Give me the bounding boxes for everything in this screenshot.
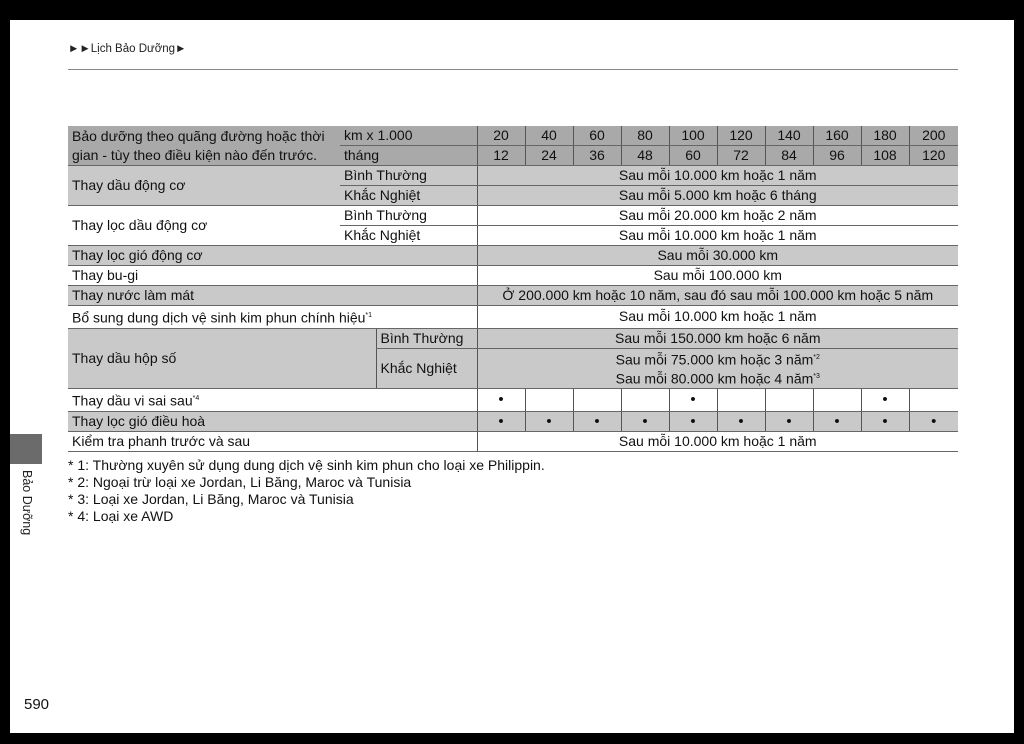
- footnote-ref: *3: [813, 373, 820, 381]
- condition-normal: Bình Thường: [340, 206, 477, 226]
- schedule-dot: [813, 388, 861, 411]
- footnote-ref: *4: [192, 394, 200, 402]
- schedule-dot: •: [477, 411, 525, 431]
- section-tab[interactable]: [10, 434, 42, 464]
- month-cell: 36: [573, 146, 621, 166]
- schedule-dot: [909, 388, 958, 411]
- footnote-ref: *2: [813, 353, 820, 361]
- table-row: [68, 306, 958, 329]
- section-tab-label: Bảo Dưỡng: [20, 470, 34, 536]
- schedule-dot: •: [621, 411, 669, 431]
- interval-value: Sau mỗi 10.000 km hoặc 1 năm: [477, 166, 958, 186]
- km-cell: 20: [477, 126, 525, 146]
- km-cell: 160: [813, 126, 861, 146]
- km-label: km x 1.000: [340, 126, 477, 146]
- month-cell: 84: [765, 146, 813, 166]
- footnotes: [68, 457, 545, 525]
- interval-description-line1: Bảo dưỡng theo quãng đường hoặc thời: [72, 127, 325, 144]
- row-label-transmission: Thay dầu hộp số: [68, 328, 376, 388]
- row-label-brakes: Kiểm tra phanh trước và sau: [68, 431, 477, 451]
- schedule-dot: [621, 388, 669, 411]
- condition-severe: Khắc Nghiệt: [340, 226, 477, 246]
- footnote: * 4: Loại xe AWD: [68, 508, 174, 524]
- interval-value: Sau mỗi 5.000 km hoặc 6 tháng: [477, 186, 958, 206]
- schedule-dot: •: [525, 411, 573, 431]
- condition-normal: Bình Thường: [340, 166, 477, 186]
- month-cell: 12: [477, 146, 525, 166]
- schedule-dot: •: [861, 388, 909, 411]
- breadcrumb: ►►Lịch Bảo Dưỡng►: [68, 43, 187, 55]
- km-cell: 60: [573, 126, 621, 146]
- table-row: [68, 388, 958, 411]
- condition-severe: Khắc Nghiệt: [340, 186, 477, 206]
- interval-value: Sau mỗi 10.000 km hoặc 1 năm: [477, 226, 958, 246]
- row-label-spark-plug: Thay bu-gi: [68, 266, 477, 286]
- row-label-rear-differential: [68, 388, 477, 411]
- schedule-dot: [717, 388, 765, 411]
- table-row: [68, 166, 958, 186]
- schedule-dot: [525, 388, 573, 411]
- month-cell: 96: [813, 146, 861, 166]
- manual-page: [10, 20, 1014, 733]
- km-cell: 100: [669, 126, 717, 146]
- schedule-dot: •: [861, 411, 909, 431]
- interval-text: Sau mỗi 75.000 km hoặc 3 năm: [615, 351, 814, 368]
- table-row: [68, 431, 958, 451]
- footnote: * 1: Thường xuyên sử dụng dung dịch vệ sinh kim phun cho loại xe Philippin.: [68, 457, 545, 473]
- month-cell: 120: [909, 146, 958, 166]
- interval-value: Sau mỗi 150.000 km hoặc 6 năm: [477, 328, 958, 348]
- table-row: [68, 206, 958, 226]
- row-label-text: Bổ sung dung dịch vệ sinh kim phun chính hiệu: [72, 309, 366, 326]
- page-number: 590: [24, 696, 50, 713]
- table-row: [68, 286, 958, 306]
- schedule-dot: •: [669, 388, 717, 411]
- header-row-km: [68, 126, 958, 146]
- month-cell: 60: [669, 146, 717, 166]
- interval-description: [68, 126, 340, 166]
- km-cell: 80: [621, 126, 669, 146]
- interval-line: [482, 368, 955, 388]
- row-label-injector-cleaner: [68, 306, 477, 329]
- table-row: [68, 246, 958, 266]
- row-label-air-filter: Thay lọc gió động cơ: [68, 246, 477, 266]
- maintenance-schedule-table: [68, 126, 958, 452]
- km-cell: 200: [909, 126, 958, 146]
- interval-value: Sau mỗi 30.000 km: [477, 246, 958, 266]
- schedule-dot: •: [477, 388, 525, 411]
- row-label-text: Thay dầu vi sai sau: [72, 392, 193, 409]
- footnote: * 3: Loại xe Jordan, Li Băng, Maroc và Tunisia: [68, 491, 354, 507]
- schedule-dot: [573, 388, 621, 411]
- interval-line: [482, 349, 955, 369]
- month-label: tháng: [340, 146, 477, 166]
- header-rule: [68, 69, 958, 70]
- schedule-dot: •: [717, 411, 765, 431]
- km-cell: 180: [861, 126, 909, 146]
- interval-value-multi: [477, 348, 958, 388]
- schedule-dot: •: [909, 411, 958, 431]
- interval-value: Ở 200.000 km hoặc 10 năm, sau đó sau mỗi 100.000 km hoặc 5 năm: [477, 286, 958, 306]
- schedule-dot: •: [669, 411, 717, 431]
- schedule-dot: •: [813, 411, 861, 431]
- month-cell: 108: [861, 146, 909, 166]
- row-label-engine-oil: Thay dầu động cơ: [68, 166, 340, 206]
- table-row: [68, 266, 958, 286]
- table-row: [68, 328, 958, 348]
- footnote-ref: *1: [365, 312, 373, 319]
- km-cell: 140: [765, 126, 813, 146]
- condition-severe: Khắc Nghiệt: [376, 348, 477, 388]
- interval-text: Sau mỗi 80.000 km hoặc 4 năm: [615, 370, 814, 387]
- km-cell: 40: [525, 126, 573, 146]
- km-cell: 120: [717, 126, 765, 146]
- interval-value: Sau mỗi 10.000 km hoặc 1 năm: [477, 306, 958, 329]
- interval-value: Sau mỗi 20.000 km hoặc 2 năm: [477, 206, 958, 226]
- month-cell: 48: [621, 146, 669, 166]
- schedule-dot: •: [573, 411, 621, 431]
- schedule-dot: [765, 388, 813, 411]
- row-label-cabin-filter: Thay lọc gió điều hoà: [68, 411, 477, 431]
- condition-normal: Bình Thường: [376, 328, 477, 348]
- month-cell: 24: [525, 146, 573, 166]
- table-row: [68, 411, 958, 431]
- footnote: * 2: Ngoại trừ loại xe Jordan, Li Băng, Maroc và Tunisia: [68, 474, 412, 490]
- month-cell: 72: [717, 146, 765, 166]
- row-label-oil-filter: Thay lọc dầu động cơ: [68, 206, 340, 246]
- interval-value: Sau mỗi 10.000 km hoặc 1 năm: [477, 431, 958, 451]
- interval-value: Sau mỗi 100.000 km: [477, 266, 958, 286]
- schedule-dot: •: [765, 411, 813, 431]
- row-label-coolant: Thay nước làm mát: [68, 286, 477, 306]
- interval-description-line2: gian - tùy theo điều kiện nào đến trước.: [72, 146, 318, 163]
